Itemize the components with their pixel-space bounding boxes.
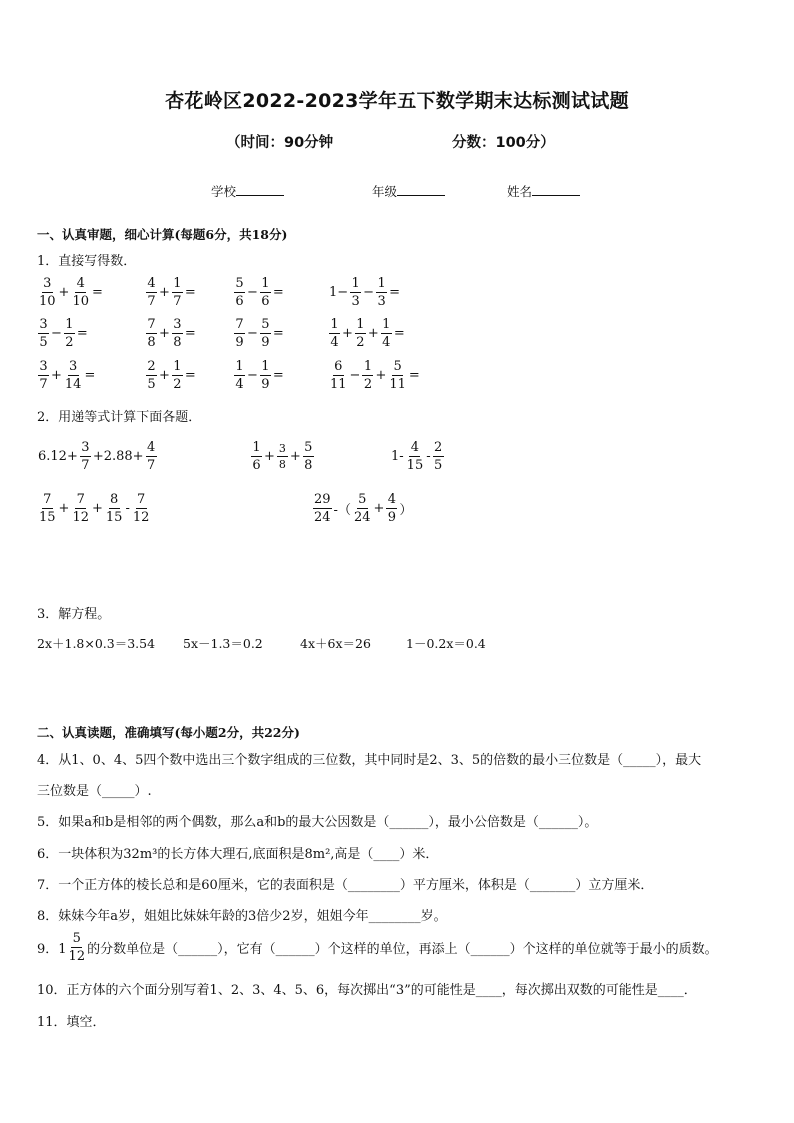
denominator: 11 [389,377,406,392]
grade-label: 年级 [372,184,398,199]
fraction [353,493,372,524]
denominator: 15 [406,458,424,473]
fraction [38,360,49,391]
numerator: 8 [110,492,119,507]
q1-expression [328,277,401,308]
fraction [71,493,90,524]
denominator: 12 [72,510,89,525]
operator: − [51,326,62,341]
q9 [37,932,718,963]
denominator: 5 [433,458,443,473]
numerator: 1 [363,359,373,374]
operator: = [92,285,103,300]
fraction [132,493,151,524]
operator: + [58,501,70,516]
denominator: 15 [39,510,56,525]
school-blank [236,183,284,196]
fraction [64,360,83,391]
operator: = [272,285,284,300]
operator: − [247,368,258,383]
fraction [260,360,271,391]
operator: = [393,326,405,341]
operator: + [92,501,103,516]
q6: 6．一块体积为32m³的长方体大理石,底面积是8m²,高是（____）米． [37,847,439,862]
q8: 8．妹妹今年a岁，姐姐比妹妹年龄的3倍少2岁，姐姐今年________岁。 [37,909,447,924]
numerator: 1 [252,440,261,455]
operator: + [289,449,301,464]
fraction [433,441,444,472]
numerator: 5 [304,440,313,455]
numerator: 4 [76,276,85,291]
operator: = [408,368,420,383]
denominator: 2 [356,335,365,350]
fraction [260,277,271,308]
exam-score: 分数：100分） [452,135,555,151]
operator: = [76,326,88,341]
denominator: 8 [173,335,182,350]
q11: 11．填空． [37,1015,106,1030]
operator: − [363,285,375,300]
numerator: 3 [173,317,182,332]
numerator: 1 [65,317,74,332]
q9-prefix: 9．1 [37,942,67,957]
q2-label: 2．用递等式计算下面各题． [37,410,202,425]
numerator: 1 [261,359,270,374]
operator: + [159,326,170,341]
fraction [277,443,288,470]
school-label: 学校 [211,184,237,199]
operator: + [159,368,170,383]
numerator: 3 [278,442,286,455]
fraction [234,277,245,308]
denominator: 7 [147,294,156,309]
denominator: 9 [261,377,270,392]
numerator: 29 [314,492,331,507]
denominator: 10 [39,294,56,309]
operator: + [58,285,70,300]
denominator: 3 [351,294,360,309]
denominator: 9 [235,335,244,350]
q2-expression [37,493,151,524]
fraction [172,277,183,308]
numerator: 1 [377,276,386,291]
section2-heading: 二、认真读题，准确填写(每小题2分，共22分) [37,725,300,740]
fraction [146,318,157,349]
exam-time: （时间：90分钟 [226,135,334,151]
operator: ） [399,503,413,518]
numerator: 7 [235,317,244,332]
grade-blank [397,183,445,196]
denominator: 24 [314,510,331,525]
denominator: 5 [147,377,156,392]
q7: 7．一个正方体的棱长总和是60厘米，它的表面积是（________）平方厘米，体积是（_______）立方厘米． [37,878,654,893]
q9-suffix: 的分数单位是（______），它有（______）个这样的单位，再添上（______）个这样的单位就等于最小的质数。 [87,942,718,957]
denominator: 14 [64,377,82,392]
q9-numerator: 5 [72,931,81,946]
fraction [38,318,49,349]
name-blank [532,183,580,196]
operator: 1- [391,449,404,464]
denominator: 8 [304,458,313,473]
q1-expression [145,318,197,349]
numerator: 3 [39,359,48,374]
q2-expression [312,493,413,524]
numerator: 6 [334,359,343,374]
fraction [350,277,361,308]
denominator: 2 [65,335,74,350]
operator: 1− [329,285,349,300]
operator: = [184,326,196,341]
operator: 6.12+ [38,449,78,464]
name-label: 姓名 [507,184,533,199]
fraction [381,318,392,349]
denominator: 7 [146,458,156,473]
operator: = [272,368,284,383]
denominator: 3 [377,294,386,309]
fraction [406,441,425,472]
fraction [388,360,407,391]
numerator: 4 [146,440,156,455]
q2-expression [250,441,315,472]
fraction [251,441,262,472]
fraction [38,277,57,308]
section1-heading: 一、认真审题，细心计算(每题6分，共18分) [37,227,288,242]
q3-label: 3．解方程。 [37,607,111,622]
denominator: 6 [252,458,261,473]
fraction [80,441,91,472]
operator: − [247,326,258,341]
denominator: 7 [81,458,90,473]
denominator: 12 [132,510,150,525]
denominator: 7 [39,377,48,392]
operator: +2.88+ [92,449,144,464]
denominator: 4 [382,335,391,350]
numerator: 7 [43,492,52,507]
fraction [38,493,57,524]
operator: − [349,368,361,383]
denominator: 8 [278,458,286,471]
grade-field [372,182,445,200]
denominator: 24 [353,510,371,525]
q1-expression [145,277,197,308]
denominator: 5 [39,335,48,350]
operator: + [373,501,385,516]
operator: = [272,326,284,341]
operator: = [389,285,400,300]
name-field [507,182,580,200]
q1-expression [328,318,406,349]
q1-expression [233,360,285,391]
denominator: 9 [387,510,397,525]
numerator: 1 [330,317,339,332]
numerator: 4 [410,440,420,455]
denominator: 2 [173,377,182,392]
equation-3: 4x＋6x＝26 [300,636,371,651]
fraction [313,493,332,524]
fraction [355,318,366,349]
fraction [71,277,90,308]
operator: + [342,326,353,341]
fraction [105,493,124,524]
fraction [172,360,183,391]
numerator: 5 [358,492,367,507]
operator: + [264,449,275,464]
numerator: 1 [235,359,244,374]
equation-4: 1－0.2x＝0.4 [406,636,486,651]
operator: = [84,368,96,383]
numerator: 7 [76,492,85,507]
numerator: 7 [147,317,156,332]
fraction [386,493,397,524]
numerator: 4 [387,492,397,507]
q10: 10．正方体的六个面分别写着1、2、3、4、5、6，每次掷出“3”的可能性是____，每次掷出双数的可能性是____． [37,983,697,998]
numerator: 1 [382,317,391,332]
fraction [329,360,348,391]
q1-expression [37,360,96,391]
operator: - [426,449,431,464]
q4-line1: 4．从1、0、4、5四个数中选出三个数字组成的三位数，其中同时是2、3、5的倍数的最小三位数是（_____），最大 [37,753,702,768]
fraction [303,441,314,472]
numerator: 5 [261,317,270,332]
numerator: 1 [356,317,365,332]
q1-expression [233,318,285,349]
denominator: 6 [261,294,270,309]
q2-expression [390,441,445,472]
numerator: 2 [433,440,443,455]
q1-expression [37,318,89,349]
numerator: 3 [81,440,90,455]
fraction [376,277,387,308]
denominator: 8 [147,335,156,350]
fraction [260,318,271,349]
denominator: 11 [330,377,347,392]
equation-2: 5x－1.3＝0.2 [183,636,263,651]
denominator: 6 [235,294,244,309]
fraction [329,318,340,349]
numerator: 3 [39,317,48,332]
q1-expression [328,360,421,391]
q9-denominator: 12 [68,949,86,964]
q2-expression [37,441,158,472]
numerator: 1 [351,276,360,291]
fraction [146,360,157,391]
operator: − [247,285,258,300]
denominator: 2 [363,377,373,392]
q5: 5．如果a和b是相邻的两个偶数，那么a和b的最大公因数是（______），最小公倍数是（______）。 [37,815,598,830]
numerator: 1 [173,276,182,291]
numerator: 3 [43,276,52,291]
numerator: 7 [136,492,146,507]
fraction [146,277,157,308]
fraction [234,360,245,391]
operator: = [184,368,196,383]
fraction [362,360,373,391]
denominator: 7 [173,294,182,309]
q1-expression [145,360,197,391]
numerator: 5 [235,276,244,291]
denominator: 10 [72,294,89,309]
denominator: 9 [261,335,270,350]
numerator: 1 [173,359,182,374]
fraction [146,441,157,472]
fraction [64,318,75,349]
fraction [172,318,183,349]
numerator: 1 [261,276,270,291]
operator: + [159,285,170,300]
numerator: 3 [69,359,78,374]
numerator: 2 [147,359,156,374]
operator: - [125,501,130,516]
page-title: 杏花岭区2022-2023学年五下数学期末达标测试试题 [165,90,629,112]
fraction [234,318,245,349]
equation-1: 2x＋1.8×0.3＝3.54 [37,636,156,651]
operator: + [375,368,387,383]
school-field [211,182,284,200]
operator: -（ [333,503,351,518]
q1-expression [233,277,285,308]
operator: = [184,285,196,300]
q1-expression [37,277,104,308]
q4-line2: 三位数是（_____）. [37,784,152,799]
numerator: 4 [147,276,156,291]
operator: + [367,326,379,341]
numerator: 5 [393,359,402,374]
denominator: 4 [235,377,244,392]
operator: + [51,368,62,383]
q1-label: 1．直接写得数． [37,254,137,269]
denominator: 15 [105,510,123,525]
denominator: 4 [330,335,339,350]
q9-fraction [68,932,87,963]
